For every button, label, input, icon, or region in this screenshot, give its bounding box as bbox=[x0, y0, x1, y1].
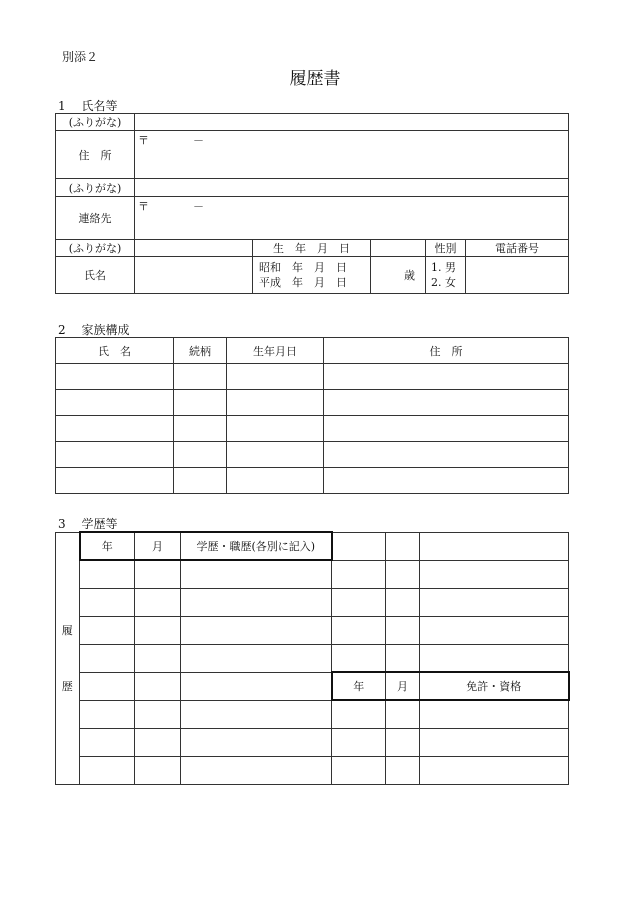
side-label-char-1: 履 bbox=[61, 624, 73, 637]
history-month-cell[interactable] bbox=[135, 588, 181, 616]
license-detail-cell[interactable] bbox=[420, 700, 569, 728]
name-furigana-label: (ふりがな) bbox=[56, 240, 135, 257]
history-year-cell[interactable] bbox=[80, 700, 135, 728]
birthdate-header: 生 年 月 日 bbox=[253, 240, 371, 257]
history-year-cell[interactable] bbox=[80, 672, 135, 700]
phone-header: 電話番号 bbox=[466, 240, 569, 257]
history-detail-cell[interactable] bbox=[181, 616, 332, 644]
license-detail-cell[interactable] bbox=[420, 560, 569, 588]
license-header-detail: 免許・資格 bbox=[420, 672, 569, 700]
table-row bbox=[56, 468, 569, 494]
license-year-cell[interactable] bbox=[332, 756, 386, 784]
address-label: 住 所 bbox=[56, 131, 135, 179]
history-month-cell[interactable] bbox=[135, 616, 181, 644]
family-name-cell[interactable] bbox=[56, 442, 174, 468]
age-field[interactable] bbox=[371, 257, 426, 294]
license-year-cell[interactable] bbox=[332, 532, 386, 560]
era-showa: 昭和 年 月 日 bbox=[259, 261, 347, 274]
birthdate-field[interactable] bbox=[253, 257, 371, 294]
table-row bbox=[56, 560, 569, 588]
license-month-cell[interactable] bbox=[386, 616, 420, 644]
history-year-cell[interactable] bbox=[80, 644, 135, 672]
family-table bbox=[55, 337, 569, 494]
license-year-cell[interactable] bbox=[332, 700, 386, 728]
history-year-cell[interactable] bbox=[80, 616, 135, 644]
table-row bbox=[56, 616, 569, 644]
history-month-cell[interactable] bbox=[135, 756, 181, 784]
license-detail-cell[interactable] bbox=[420, 644, 569, 672]
history-month-cell[interactable] bbox=[135, 560, 181, 588]
table-row bbox=[56, 728, 569, 756]
family-name-cell[interactable] bbox=[56, 416, 174, 442]
table-row bbox=[56, 588, 569, 616]
license-detail-cell[interactable] bbox=[420, 532, 569, 560]
postal-code-mark: 〒 － bbox=[138, 134, 204, 147]
family-birthdate-cell[interactable] bbox=[227, 442, 324, 468]
contact-furigana-field[interactable] bbox=[135, 179, 569, 197]
age-unit: 歳 bbox=[404, 269, 415, 282]
history-detail-cell[interactable] bbox=[181, 672, 332, 700]
age-header-cell bbox=[371, 240, 426, 257]
family-name-cell[interactable] bbox=[56, 364, 174, 390]
family-name-cell[interactable] bbox=[56, 390, 174, 416]
family-relation-cell[interactable] bbox=[174, 364, 227, 390]
history-side-label bbox=[56, 532, 80, 784]
attachment-label: 別添２ bbox=[62, 50, 99, 64]
address-furigana-label: (ふりがな) bbox=[56, 114, 135, 131]
history-detail-cell[interactable] bbox=[181, 588, 332, 616]
license-detail-cell[interactable] bbox=[420, 588, 569, 616]
history-year-cell[interactable] bbox=[80, 756, 135, 784]
history-detail-cell[interactable] bbox=[181, 560, 332, 588]
gender-male: 1. 男 bbox=[431, 261, 456, 274]
family-address-cell[interactable] bbox=[324, 390, 569, 416]
contact-postal-mark: 〒 － bbox=[138, 200, 204, 213]
family-header-relation: 続柄 bbox=[174, 338, 227, 364]
history-year-cell[interactable] bbox=[80, 728, 135, 756]
history-year-cell[interactable] bbox=[80, 588, 135, 616]
side-label-char-2: 歴 bbox=[61, 680, 73, 693]
gender-female: 2. 女 bbox=[431, 276, 456, 289]
table-row bbox=[56, 442, 569, 468]
family-address-cell[interactable] bbox=[324, 416, 569, 442]
family-birthdate-cell[interactable] bbox=[227, 416, 324, 442]
license-month-cell[interactable] bbox=[386, 700, 420, 728]
history-detail-cell[interactable] bbox=[181, 728, 332, 756]
family-header-name: 氏 名 bbox=[56, 338, 174, 364]
family-birthdate-cell[interactable] bbox=[227, 364, 324, 390]
license-year-cell[interactable] bbox=[332, 588, 386, 616]
history-table bbox=[55, 531, 570, 785]
table-row bbox=[56, 756, 569, 784]
license-month-cell[interactable] bbox=[386, 644, 420, 672]
section1-heading: 1 氏名等 bbox=[58, 99, 118, 113]
table-row bbox=[56, 390, 569, 416]
family-header-address: 住 所 bbox=[324, 338, 569, 364]
table-row bbox=[56, 644, 569, 672]
family-name-cell[interactable] bbox=[56, 468, 174, 494]
era-heisei: 平成 年 月 日 bbox=[259, 276, 347, 289]
family-relation-cell[interactable] bbox=[174, 390, 227, 416]
gender-header: 性別 bbox=[426, 240, 466, 257]
history-header-year: 年 bbox=[80, 532, 135, 560]
license-month-cell[interactable] bbox=[386, 588, 420, 616]
license-month-cell[interactable] bbox=[386, 728, 420, 756]
history-detail-cell[interactable] bbox=[181, 644, 332, 672]
table-row bbox=[56, 364, 569, 390]
contact-field[interactable] bbox=[135, 197, 569, 240]
license-detail-cell[interactable] bbox=[420, 756, 569, 784]
history-header-detail: 学歴・職歴(各別に記入) bbox=[181, 532, 332, 560]
name-furigana-field[interactable] bbox=[135, 240, 253, 257]
family-birthdate-cell[interactable] bbox=[227, 468, 324, 494]
family-address-cell[interactable] bbox=[324, 442, 569, 468]
family-header-birthdate: 生年月日 bbox=[227, 338, 324, 364]
license-header-month: 月 bbox=[386, 672, 420, 700]
table-row bbox=[56, 700, 569, 728]
contact-furigana-label: (ふりがな) bbox=[56, 179, 135, 197]
page-title: 履歴書 bbox=[289, 69, 341, 89]
license-month-cell[interactable] bbox=[386, 532, 420, 560]
license-year-cell[interactable] bbox=[332, 560, 386, 588]
history-year-cell[interactable] bbox=[80, 560, 135, 588]
table-row bbox=[56, 416, 569, 442]
family-birthdate-cell[interactable] bbox=[227, 390, 324, 416]
family-relation-cell[interactable] bbox=[174, 442, 227, 468]
history-month-cell[interactable] bbox=[135, 644, 181, 672]
contact-label: 連絡先 bbox=[56, 197, 135, 240]
license-year-cell[interactable] bbox=[332, 644, 386, 672]
history-detail-cell[interactable] bbox=[181, 756, 332, 784]
name-field[interactable] bbox=[135, 257, 253, 294]
license-month-cell[interactable] bbox=[386, 560, 420, 588]
license-month-cell[interactable] bbox=[386, 756, 420, 784]
license-year-cell[interactable] bbox=[332, 616, 386, 644]
family-address-cell[interactable] bbox=[324, 468, 569, 494]
address-furigana-field[interactable] bbox=[135, 114, 569, 131]
family-address-cell[interactable] bbox=[324, 364, 569, 390]
history-month-cell[interactable] bbox=[135, 672, 181, 700]
family-relation-cell[interactable] bbox=[174, 416, 227, 442]
license-detail-cell[interactable] bbox=[420, 616, 569, 644]
table-row bbox=[56, 672, 569, 700]
history-month-cell[interactable] bbox=[135, 700, 181, 728]
gender-field[interactable] bbox=[426, 257, 466, 294]
name-label: 氏名 bbox=[56, 257, 135, 294]
history-header-month: 月 bbox=[135, 532, 181, 560]
history-detail-cell[interactable] bbox=[181, 700, 332, 728]
section3-heading: 3 学歴等 bbox=[58, 517, 118, 531]
section2-heading: 2 家族構成 bbox=[58, 323, 130, 337]
license-detail-cell[interactable] bbox=[420, 728, 569, 756]
family-relation-cell[interactable] bbox=[174, 468, 227, 494]
address-field[interactable] bbox=[135, 131, 569, 179]
license-year-cell[interactable] bbox=[332, 728, 386, 756]
history-month-cell[interactable] bbox=[135, 728, 181, 756]
personal-info-table bbox=[55, 113, 569, 294]
license-header-year: 年 bbox=[332, 672, 386, 700]
phone-field[interactable] bbox=[466, 257, 569, 294]
